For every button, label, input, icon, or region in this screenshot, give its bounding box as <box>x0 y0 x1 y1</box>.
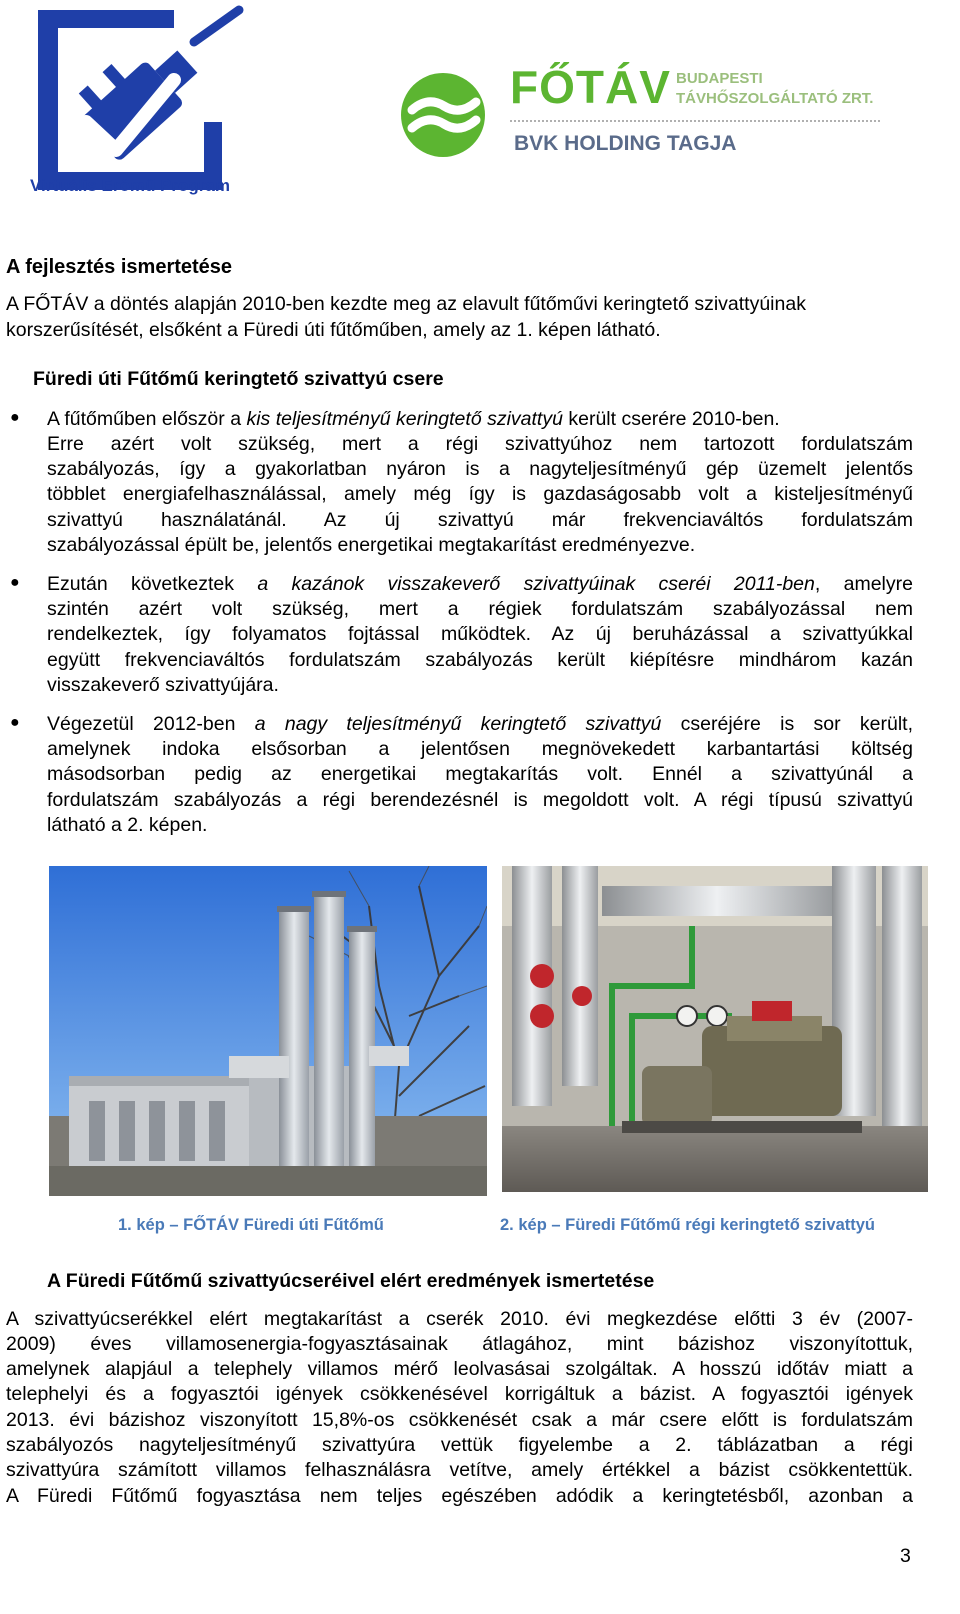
bullet-1-last-line: szabályozással épült be, jelentős energetikai megtakarítást eredményezve. <box>47 534 696 556</box>
bullet-2-last-line: visszakeverő szivattyújára. <box>47 674 279 696</box>
bullet-marker: ● <box>10 574 20 591</box>
bullet-marker: ● <box>10 714 20 731</box>
bullet-1-line: többlet energiafelhasználással, amely még így is gazdaságosabb volt a kisteljesítményű <box>47 483 913 505</box>
bullet-1-line: szabályozás, így a gyakorlatban nyáron is a nagyteljesítményű gép üzemelt jelentős <box>47 458 913 480</box>
results-line: szabályozós nagyteljesítményű szivattyúra vettük figyelembe a 2. táblázatban a régi <box>6 1434 913 1456</box>
bullet-3-line: másodsorban pedig az energetikai megtakarítás volt. Ennél a szivattyúnál a <box>47 763 913 785</box>
bullet-3-line: amelynek indoka elsősorban a jelentősen megnövekedett karbantartási költség <box>47 738 913 760</box>
fotav-subtitle-2: TÁVHŐSZOLGÁLTATÓ ZRT. <box>676 90 874 107</box>
results-line: 2009) éves villamosenergia-fogyasztásainak átlagához, mint bázishoz viszonyítottuk, <box>6 1333 913 1355</box>
bullet-3-line: fordulatszám szabályozás a régi berendezésnél is megoldott volt. A régi típusú szivattyú <box>47 789 913 811</box>
bullet-1-line: szivattyú használatánál. Az új szivattyú már frekvenciaváltós fordulatszám <box>47 509 913 531</box>
intro-line-2: korszerűsítését, elsőként a Füredi úti fűtőműben, amely az 1. képen látható. <box>6 319 661 341</box>
bullet-2-line: szintén azért volt szükség, mert a régiek fordulatszám szabályozással nem <box>47 598 913 620</box>
page-number: 3 <box>900 1545 911 1567</box>
results-line: A Füredi Fűtőmű fogyasztása nem teljes egészében adódik a keringtetésből, azonban a <box>6 1485 913 1507</box>
bullet-2-line: együtt frekvenciaváltós fordulatszám szabályozás került kiépítésre mindhárom kazán <box>47 649 913 671</box>
section-heading-development: A fejlesztés ismertetése <box>6 256 233 278</box>
fotav-circle-icon <box>398 70 488 160</box>
fotav-divider <box>510 120 880 122</box>
intro-line-1: A FŐTÁV a döntés alapján 2010-ben kezdte meg az elavult fűtőművi keringtető szivattyúinak <box>6 293 806 315</box>
bullet-3-first-line: Végezetül 2012-ben a nagy teljesítményű keringtető szivattyú cseréjére is sor került, <box>47 713 913 735</box>
fotav-logo <box>398 60 888 170</box>
photo-heating-plant <box>49 866 487 1196</box>
caption-photo-1: 1. kép – FŐTÁV Füredi úti Fűtőmű <box>118 1216 384 1234</box>
results-line: amelynek alapjául a telephely villamos mérő leolvasásai szolgáltak. A hosszú időtáv miatt a <box>6 1358 913 1380</box>
fotav-brand-name: FŐTÁV <box>510 61 671 113</box>
fotav-subtitle-1: BUDAPESTI <box>676 70 763 87</box>
photo-old-circulation-pump <box>502 866 928 1192</box>
caption-photo-2: 2. kép – Füredi Fűtőmű régi keringtető szivattyú <box>500 1216 875 1234</box>
vep-logo-text: Virtuális Erőmű Program <box>30 176 230 195</box>
bullet-3-last-line: látható a 2. képen. <box>47 814 208 836</box>
results-line: A szivattyúcserékkel elért megtakarítást a cserék 2010. évi megkezdése előtti 3 év (2007- <box>6 1308 913 1330</box>
results-line: szivattyúra számított villamos felhasználásra vetítve, amely értékkel a bázist csökkentettük. <box>6 1459 913 1481</box>
section-heading-results: A Füredi Fűtőmű szivattyúcseréivel elért eredmények ismertetése <box>47 1270 655 1292</box>
bullet-1-first-line: A fűtőműben először a kis teljesítményű keringtető szivattyú került cserére 2010-ben. <box>47 408 780 430</box>
bullet-2-line: rendelkeztek, így folyamatos fojtással működtek. Az új beruházással a szivattyúkkal <box>47 623 913 645</box>
fotav-holding-text: BVK HOLDING TAGJA <box>514 132 737 155</box>
subheading-pump-replacement: Füredi úti Fűtőmű keringtető szivattyú csere <box>33 368 444 390</box>
bullet-2-first-line: Ezután következtek a kazánok visszakeverő szivattyúinak cseréi 2011-ben, amelyre <box>47 573 913 595</box>
virtual-power-program-logo <box>24 2 254 207</box>
bullet-marker: ● <box>10 409 20 426</box>
results-line: 2013. évi bázishoz viszonyított 15,8%-os csökkenését csak a már csere előtt is fordulatszám <box>6 1409 913 1431</box>
bullet-1-line: Erre azért volt szükség, mert a régi szivattyúhoz nem tartozott fordulatszám <box>47 433 913 455</box>
results-line: telephelyi és a fogyasztói igények csökkenésével korrigáltuk a bázist. A fogyasztói igények <box>6 1383 913 1405</box>
